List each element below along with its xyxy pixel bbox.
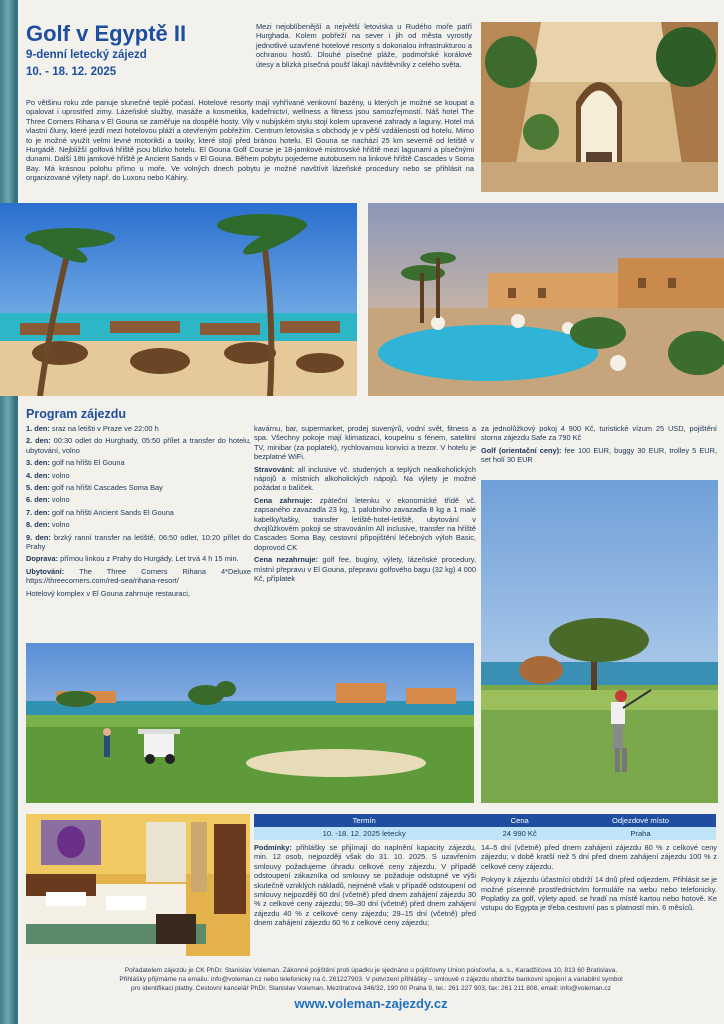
transport-info: Doprava: přímou linkou z Prahy do Hurgády. Let trvá 4 h 15 min. xyxy=(26,554,239,564)
price-table xyxy=(254,814,716,840)
price-table-header xyxy=(254,814,716,827)
golf-course-photo xyxy=(26,643,474,803)
beach-umbrellas-photo xyxy=(0,203,357,396)
program-day: 2. den: 00:30 odlet do Hurghady, 05:50 přílet a transfer do hotelu, ubytování, volno xyxy=(26,436,251,455)
program-day: 5. den: golf na hřišti Cascades Soma Bay xyxy=(26,483,163,493)
cell-term: 10. -18. 12. 2025 letecky xyxy=(254,827,474,840)
program-title: Program zájezdu xyxy=(26,407,127,421)
intro-top-text: Mezi nejoblíbenější a největší letoviska u Rudého moře patří Hurghada. Kolem pobřeží na sever i jih od města vyrostly jednotlivé uzavřené hotelové resorty s dokonalou infrastrukturou a ochranou hostů. Dlouhé písečné pláže, podmořské korálové útesy a blízká písečná poušť lákají návštěvníky z celého světa. xyxy=(256,22,472,69)
trip-dates: 10. - 18. 12. 2025 xyxy=(26,66,117,78)
program-day: 7. den: golf na hřišti Ancient Sands El Gouna xyxy=(26,507,174,517)
program-column xyxy=(26,424,251,601)
page-subtitle: 9-denní letecký zájezd xyxy=(26,49,147,61)
meals-info: Stravování: all inclusive vč. studených a teplých nealkoholických nápojů a místních alkoholických nápojů. Na výlety je možné požádat o balíček. xyxy=(254,464,476,493)
program-day: 8. den: volno xyxy=(26,520,70,530)
price-includes: Cena zahrnuje: zpáteční letenku v ekonomické třídě vč. zapsaného zavazadla 23 kg, 1 palubního zavazadla 8 kg a 1 malé kabelky/tašky, transfer letiště-hotel-letiště, ubytování v dvojlůžkovém pokoji se stravováním All inclusive, transfer na hřiště Cascades Soma Bay, cestovní připojištění léčebných výloh Basic, doprovod CK xyxy=(254,495,476,552)
footer-line: Přihlášky přijímáme na emailu: info@voleman.cz nebo telefonicky na č. 261227903. V potvrzení přihlášky – smlouvě o zájezdu obdržíte bankovní spojení a variabilní symbol xyxy=(119,976,623,983)
details-column xyxy=(254,424,476,587)
hotel-description: Hotelový komplex v El Gouna zahrnuje restauraci, xyxy=(26,588,190,598)
footer-line: Pořadatelem zájezdu je CK PhDr. Stanislav Voleman. Zákonné pojištění proti úpadku je sjednáno u pojišťovny Union poisťovňa, a. s., Karadžičova 10, 813 60 Bratislava. xyxy=(124,967,618,974)
golf-prices: Golf (orientační ceny): fee 100 EUR, buggy 30 EUR, trolley 5 EUR, set holí 30 EUR xyxy=(481,445,718,465)
price-excludes: Cena nezahrnuje: golf fee, buginy, výlety, lázeňské procedury, místní přepravu v El Gouna, přepravu golfového bagu (32 kg) 4 000 Kč, příplatek xyxy=(254,555,477,584)
website-link[interactable]: www.voleman-zajezdy.cz xyxy=(294,996,448,1011)
page-title: Golf v Egyptě II xyxy=(26,21,187,46)
program-day: 1. den: sraz na letišti v Praze ve 22:00 h xyxy=(26,424,159,433)
header-term: Termín xyxy=(254,814,474,827)
pool-resort-photo xyxy=(368,203,724,396)
program-day: 9. den: brzký ranní transfer na letiště, 06:50 odlet, 10:20 přílet do Prahy xyxy=(26,532,251,552)
footer-line: pro identifikaci platby. Cestovní kancelář PhDr. Stanislav Voleman, Mezitraťová 346/32, 190 00 Praha 9, tel.: 261 227 903, fax: 261 211 808, email: info@voleman.cz xyxy=(131,985,611,992)
hotel-room-photo xyxy=(26,814,250,956)
footer-info xyxy=(36,966,706,993)
program-day: 3. den: golf na hřišti El Gouna xyxy=(26,458,125,468)
price-table-row xyxy=(254,827,716,840)
extras-column xyxy=(481,424,717,468)
hotel-description-cont: kavárnu, bar, supermarket, prodej suvenýrů, vodní svět, fitness a spa. Všechny pokoje mají klimatizaci, koupelnu s fénem, satelitní TV, minibar (za poplatek), rychlovarnou konvici a trezor. V hotelu je bezplatné WiFi. xyxy=(254,424,476,462)
brochure-page xyxy=(18,0,724,1024)
program-day: 6. den: volno xyxy=(26,495,70,505)
price-excludes-cont: za jednolůžkový pokoj 4 900 Kč, turistické vízum 25 USD, pojištění storna zájezdu Safe za 790 Kč xyxy=(481,424,717,443)
program-day: 4. den: volno xyxy=(26,470,70,480)
accommodation-info: Ubytování: The Three Corners Rihana 4*Deluxe https://threecorners.com/red-sea/rihana-resort/ xyxy=(26,566,251,586)
cell-departure: Praha xyxy=(565,827,716,840)
intro-main-text: Po většinu roku zde panuje slunečné teplé počasí. Hotelové resorty mají vyhřívané venkovní bazény, u kterých je možné se koupat a opalovat i uprostřed zimy. Lázeňské služby, masáže a kosmetika, kadeřnictví, wellness a fitness jsou samozřejmostí. Náš hotel The Three Corners Rihana v El Gouna se zaměřuje na dospělé hosty. Vily v nubijském stylu stojí kolem upravené zahrady a laguny. Hotel má vlastní čluny, které jezdí mezi hotelovou pláží a otevřeným pobřežím. Centrum letoviska s obchody je v pěší vzdálenosti od hotelu. Mimo to je možné využít velmi levné motorikši a taxiky, které stojí před bránou hotelu. El Gouna se nachází 25 km severně od letiště v Hurgádě. Nejbližší golfová hřiště jsou blízko hotelu. El Gouna Golf Course je 18-jamkové mistrovské hřiště mezi lagunami a písečnými dunami. Další 18ti jamkové hřiště je Ancient Sands v El Gouna. Během pobytu pojedeme autobusem na linkové hřiště Cascades v Soma Bay. Má krásnou polohu přímo u moře. Ve volných dnech pobytu je možné navštívit lázeňské procedury nebo se přihlásit na organizované výlety např. do Luxoru nebo Káhiry. xyxy=(26,98,474,183)
conditions-left: Podmínky: přihlášky se přijímají do naplnění kapacity zájezdu, min. 12 osob, nejpozději však do 31. 10. 2025. S uzavřením smlouvy požadujeme úhradu celkové ceny zájezdu. V případě odstoupení zákazníka od smlouvy se požaduje odstupné ve výši skutečně vzniklých nákladů, nejméně však v případě odstoupení od smlouvy nejpozději 60 dní (včetně) před dnem zahájení zájezdu 30 % z celkové ceny zájezdu; 59–30 dní (včetně) před dnem zahájení zájezdu 40 % z celkové ceny zájezdu; 29–15 dní (včetně) před dnem zahájení zájezdu 60 % z celkové ceny zájezdu; xyxy=(254,843,476,928)
conditions-right: 14–5 dní (včetně) před dnem zahájení zájezdu 80 % z celkové ceny zájezdu; v době kratší než 5 dní před dnem zahájení zájezdu 100 % z celkové ceny zájezdu. Pokyny k zájezdu účastníci obdrží 14 dnů před odjezdem. Přihlásit se je možné písemně prostřednictvím formuláře na webu nebo telefonicky. Poplatky za golf, výlety apod. se hradí na místě kartou nebo hotově. Ke vstupu do Egypta je třeba cestovní pas s platností min. 6 měsíců. xyxy=(481,843,717,913)
golfer-swing-photo xyxy=(481,480,718,803)
hotel-courtyard-photo xyxy=(481,22,718,192)
header-price: Cena xyxy=(474,814,565,827)
header-departure: Odjezdové místo xyxy=(565,814,716,827)
cell-price: 24 990 Kč xyxy=(474,827,565,840)
